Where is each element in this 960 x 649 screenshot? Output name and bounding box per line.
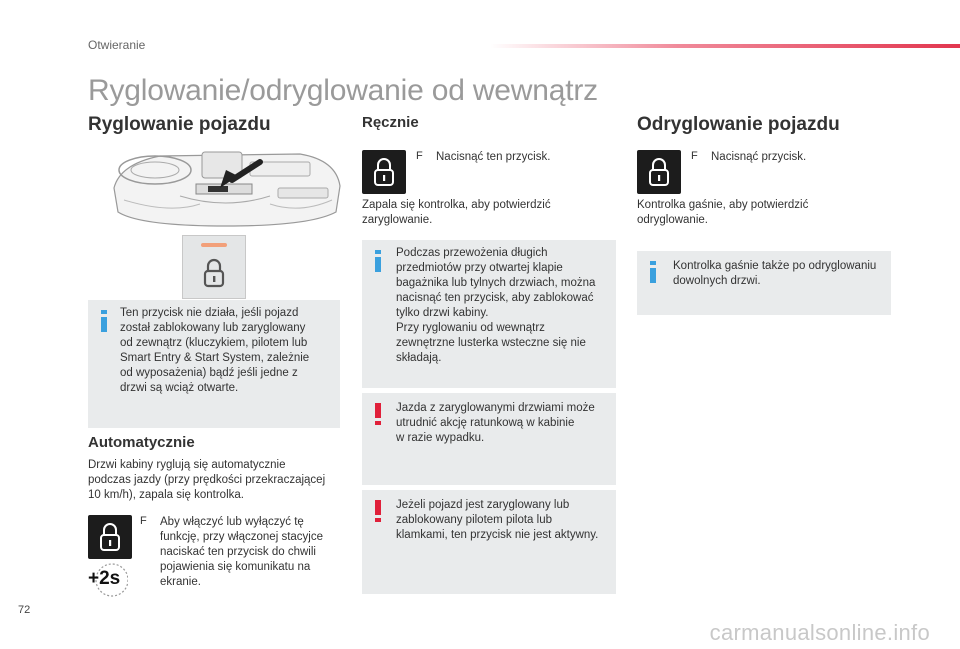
info-icon bbox=[100, 310, 108, 332]
warning-icon bbox=[374, 403, 382, 425]
heading-unlocking: Odryglowanie pojazdu bbox=[637, 114, 840, 135]
info-text-manual: Podczas przewożenia długich przedmiotów przy otwartej klapie bagażnika lub tylnych drzwiach, można nacisnąć ten przycisk, aby zablokować tylko drzwi kabiny. Przy ryglowaniu od wewnątrz zewnętrzne lusterka wsteczne się nie składają. bbox=[396, 247, 596, 364]
heading-manual: Ręcznie bbox=[362, 114, 419, 131]
manual-after-text: Zapala się kontrolka, aby potwierdzić zaryglowanie. bbox=[362, 199, 551, 226]
warning-text-1: Jazda z zaryglowanymi drzwiami może utrudnić akcję ratunkową w kabinie w razie wypadku. bbox=[396, 402, 595, 444]
step-bullet: F bbox=[416, 150, 423, 162]
lock-button-icon bbox=[362, 150, 406, 194]
page-number: 72 bbox=[18, 604, 31, 616]
automatic-text: Drzwi kabiny ryglują się automatycznie podczas jazdy (przy prędkości przekraczającej 10 km/h), zapala się kontrolka. bbox=[88, 459, 326, 501]
info-text-unlocking: Kontrolka gaśnie także po odryglowaniu dowolnych drzwi. bbox=[673, 260, 877, 287]
dashboard-illustration bbox=[110, 140, 342, 230]
manual-step: Nacisnąć ten przycisk. bbox=[436, 151, 551, 163]
heading-locking: Ryglowanie pojazdu bbox=[88, 114, 271, 135]
padlock-icon bbox=[88, 515, 132, 559]
info-text-locking: Ten przycisk nie działa, jeśli pojazd został zablokowany lub zaryglowany od zewnątrz (kluczykiem, pilotem lub Smart Entry & Start System, zależnie od wyposażenia) bądź jeśli jedne z drzwi są wciąż otwarte. bbox=[120, 307, 310, 394]
info-icon bbox=[374, 250, 382, 272]
warning-text-2: Jeżeli pojazd jest zaryglowany lub zablokowany pilotem pilota lub klamkami, ten przycisk nie jest aktywny. bbox=[396, 499, 599, 541]
unlock-button-icon bbox=[637, 150, 681, 194]
info-box-unlocking bbox=[637, 251, 891, 315]
section-label: Otwieranie bbox=[88, 38, 146, 52]
timer-2s-icon bbox=[88, 562, 128, 598]
unlock-step: Nacisnąć przycisk. bbox=[711, 151, 807, 163]
heading-automatic: Automatycznie bbox=[88, 434, 195, 451]
warning-box-2 bbox=[362, 490, 616, 594]
padlock-icon bbox=[362, 150, 406, 194]
warning-icon bbox=[374, 500, 382, 522]
step-bullet: F bbox=[140, 515, 147, 527]
watermark: carmanualsonline.info bbox=[709, 620, 930, 645]
timer-label: +2s bbox=[88, 568, 121, 589]
step-bullet: F bbox=[691, 150, 698, 162]
lock-button-closeup bbox=[182, 235, 246, 299]
info-box-locking bbox=[88, 300, 340, 428]
header-accent-line bbox=[490, 44, 960, 48]
automatic-step: Aby włączyć lub wyłączyć tę funkcję, przy włączonej stacyjce naciskać ten przycisk do chwili pojawienia się komunikatu na ekranie. bbox=[160, 516, 323, 588]
lock-button-icon bbox=[88, 515, 132, 559]
warning-box-1 bbox=[362, 393, 616, 485]
padlock-icon bbox=[637, 150, 681, 194]
page-title: Ryglowanie/odryglowanie od wewnątrz bbox=[88, 74, 598, 107]
unlock-after-text: Kontrolka gaśnie, aby potwierdzić odryglowanie. bbox=[637, 199, 809, 226]
indicator-light bbox=[201, 243, 227, 247]
info-icon bbox=[649, 261, 657, 283]
info-box-manual bbox=[362, 240, 616, 388]
padlock-icon bbox=[203, 258, 225, 288]
